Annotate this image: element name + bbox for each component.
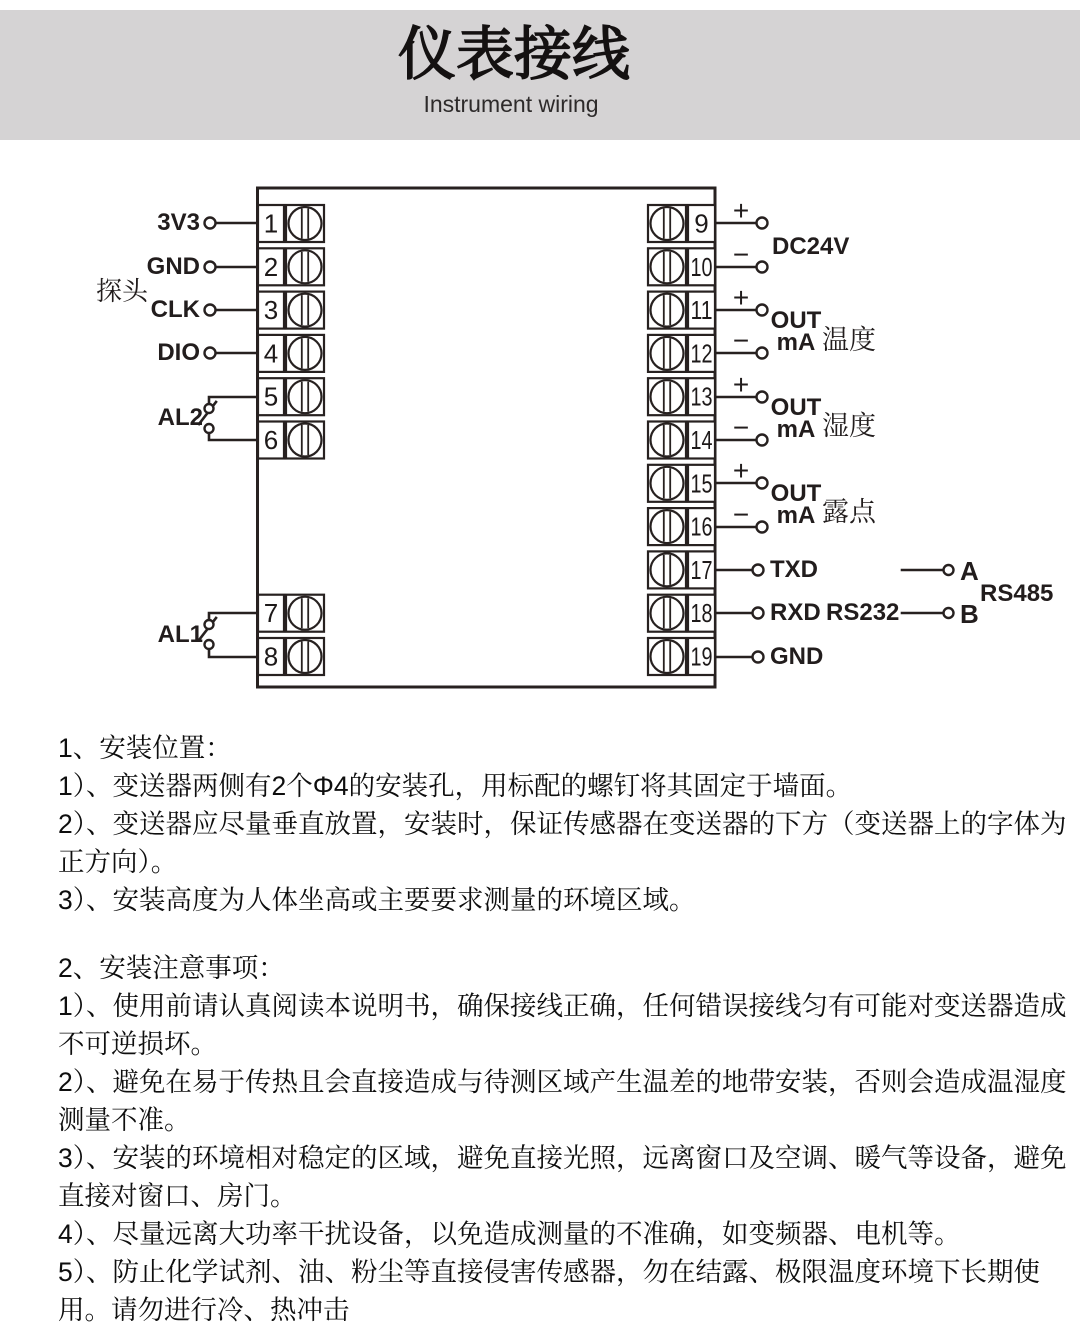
section-item: 4）、尽量远离大功率干扰设备，以免造成测量的不准确，如变频器、电机等。 — [58, 1219, 961, 1249]
unit-label: mA — [776, 502, 816, 529]
screw-icon — [651, 640, 684, 673]
wire-node — [757, 348, 768, 359]
screw-icon — [651, 553, 684, 586]
terminal-number: 1 — [263, 208, 279, 239]
section-item: 3）、安装的环境相对稳定的区域，避免直接光照，远离窗口及空调、暖气等设备，避免直接对窗口、房门。 — [58, 1143, 1067, 1211]
switch-contact — [205, 640, 214, 649]
al2-switch — [199, 397, 258, 440]
terminal-number: 11 — [690, 295, 713, 326]
wire-node — [205, 218, 216, 229]
terminal-17 — [648, 551, 715, 588]
terminal-number: 7 — [263, 598, 279, 629]
terminal-6 — [258, 422, 324, 459]
screw-icon — [651, 250, 684, 283]
minus-sign: − — [732, 239, 750, 270]
wire-node — [757, 435, 768, 446]
terminal-number: 18 — [690, 598, 713, 629]
section-item: 2）、避免在易于传热且会直接造成与待测区域产生温差的地带安装，否则会造成温湿度测量不准。 — [58, 1067, 1067, 1135]
terminal-3 — [258, 292, 324, 329]
section-heading: 2、安装注意事项： — [58, 953, 285, 983]
screw-icon — [289, 380, 322, 413]
terminal-12 — [648, 335, 715, 372]
terminal-number: 5 — [263, 381, 279, 412]
page-title: 仪表接线 — [397, 22, 630, 87]
pin-label-clk: CLK — [150, 296, 200, 323]
wire-node — [753, 652, 764, 663]
alarm-al1-label: AL1 — [157, 621, 203, 648]
terminal-14 — [648, 422, 715, 459]
out-label: OUT — [770, 307, 822, 334]
pin-label-dio: DIO — [157, 339, 200, 366]
terminal-number: 19 — [690, 641, 713, 672]
rs485-wires — [902, 565, 954, 618]
minus-sign: − — [732, 412, 750, 443]
terminal-number: 3 — [263, 295, 279, 326]
terminal-5 — [258, 378, 324, 415]
install-notes-section — [58, 949, 1070, 1326]
gnd-label: GND — [770, 643, 824, 670]
screw-icon — [651, 424, 684, 457]
alarm-al2-label: AL2 — [157, 404, 203, 431]
terminal-19 — [648, 638, 715, 675]
wire-node — [753, 608, 764, 619]
terminal-number: 16 — [690, 511, 713, 542]
output-name-temperature: 温度 — [822, 325, 876, 355]
pin-label-gnd: GND — [146, 253, 200, 280]
terminal-number: 14 — [690, 425, 713, 455]
wire-node — [757, 522, 768, 533]
screw-icon — [289, 640, 322, 673]
screw-icon — [289, 424, 322, 457]
probe-wires — [205, 218, 259, 359]
terminal-number: 15 — [690, 468, 713, 499]
rs485-b-label: B — [960, 599, 979, 629]
terminal-2 — [258, 248, 324, 285]
al1-switch — [199, 613, 258, 657]
output-name-dewpoint: 露点 — [822, 497, 876, 527]
plus-sign: + — [732, 455, 750, 486]
wire-node — [757, 392, 768, 403]
unit-label: mA — [776, 416, 816, 443]
wire-node — [757, 305, 768, 316]
plus-sign: + — [732, 369, 750, 400]
power-label: DC24V — [772, 233, 850, 260]
screw-icon — [289, 207, 322, 240]
terminal-4 — [258, 335, 324, 372]
serial-wires — [715, 565, 764, 663]
terminal-number: 12 — [690, 338, 713, 369]
screw-icon — [289, 597, 322, 630]
switch-contact — [205, 404, 214, 413]
terminal-number: 13 — [690, 381, 713, 412]
rxd-label: RXD — [770, 599, 821, 626]
screw-icon — [289, 337, 322, 370]
main-box — [258, 188, 716, 687]
minus-sign: − — [732, 499, 750, 530]
terminal-15 — [648, 465, 715, 502]
rs485-a-label: A — [960, 556, 979, 586]
switch-contact — [205, 620, 214, 629]
page-subtitle: Instrument wiring — [423, 91, 599, 117]
plus-sign: + — [732, 282, 750, 313]
install-position-section — [58, 729, 1070, 919]
probe-label: 探头 — [96, 276, 149, 306]
unit-label: mA — [776, 329, 816, 356]
plus-sign: + — [732, 195, 750, 226]
section-item: 2）、变送器应尽量垂直放置，安装时，保证传感器在变送器的下方（变送器上的字体为正方向）。 — [58, 809, 1067, 877]
terminal-13 — [648, 378, 715, 415]
switch-contact — [205, 424, 214, 433]
screw-icon — [289, 250, 322, 283]
section-heading: 1、安装位置： — [58, 733, 232, 763]
wire-node — [205, 348, 216, 359]
terminal-number: 2 — [263, 251, 279, 282]
screw-icon — [651, 337, 684, 370]
section-item: 1）、使用前请认真阅读本说明书，确保接线正确，任何错误接线匀有可能对变送器造成不可逆损坏。 — [58, 991, 1067, 1059]
out-label: OUT — [770, 394, 822, 421]
rs485-label: RS485 — [980, 580, 1054, 607]
terminal-number: 17 — [690, 554, 713, 585]
screw-icon — [651, 294, 684, 327]
wire-node — [944, 608, 954, 618]
txd-label: TXD — [770, 556, 818, 583]
terminal-number: 9 — [694, 208, 709, 239]
wire-node — [205, 262, 216, 273]
terminal-1 — [258, 205, 324, 242]
terminal-7 — [258, 595, 324, 632]
screw-icon — [651, 597, 684, 630]
terminal-number: 4 — [263, 338, 279, 369]
terminal-16 — [648, 508, 715, 545]
screw-icon — [651, 467, 684, 500]
terminal-number: 8 — [263, 641, 279, 672]
section-item: 1）、变送器两侧有2个Φ4的安装孔，用标配的螺钉将其固定于墙面。 — [58, 771, 853, 801]
screw-icon — [651, 510, 684, 543]
terminal-number: 10 — [690, 251, 713, 282]
terminal-number: 6 — [263, 425, 279, 455]
terminal-9 — [648, 205, 715, 242]
wire-node — [944, 565, 954, 575]
out-label: OUT — [770, 480, 822, 507]
wire-node — [757, 262, 768, 273]
terminals-layer — [258, 205, 715, 675]
section-item: 5）、防止化学试剂、油、粉尘等直接侵害传感器，勿在结露、极限温度环境下长期使用。请勿进行冷、热冲击 — [58, 1257, 1040, 1325]
wire-node — [205, 305, 216, 316]
wire-node — [757, 478, 768, 489]
terminal-10 — [648, 248, 715, 285]
terminal-11 — [648, 292, 715, 329]
screw-icon — [289, 294, 322, 327]
rs232-label: RS232 — [826, 599, 900, 626]
terminal-8 — [258, 638, 324, 675]
wire-node — [753, 565, 764, 576]
pin-label-3v3: 3V3 — [157, 209, 200, 236]
terminal-18 — [648, 595, 715, 632]
output-name-humidity: 湿度 — [822, 411, 876, 441]
wire-node — [757, 218, 768, 229]
screw-icon — [651, 207, 684, 240]
minus-sign: − — [732, 325, 750, 356]
screw-icon — [651, 380, 684, 413]
section-item: 3）、安装高度为人体坐高或主要要求测量的环境区域。 — [58, 885, 696, 915]
